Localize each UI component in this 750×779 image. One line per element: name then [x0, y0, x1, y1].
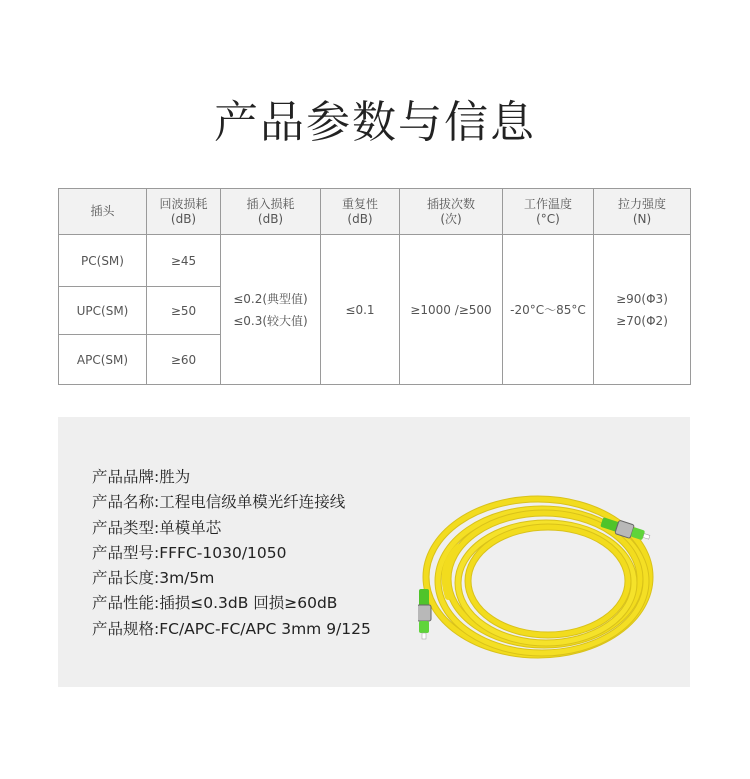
cell-return-loss: ≥45 [147, 235, 221, 287]
spec-table [58, 188, 691, 385]
header-operating-temp: 工作温度 (°C) [503, 189, 594, 235]
info-model: 产品型号:FFFC-1030/1050 [92, 543, 287, 562]
cell-connector: APC(SM) [59, 335, 147, 385]
info-performance: 产品性能:插损≤0.3dB 回损≥60dB [92, 594, 338, 613]
header-connector: 插头 [59, 189, 147, 235]
cell-repeatability: ≤0.1 [321, 235, 400, 385]
product-info-list [92, 465, 371, 642]
header-tensile-strength: 拉力强度 (N) [594, 189, 691, 235]
page-title: 产品参数与信息 [214, 97, 536, 148]
cell-mating-cycles: ≥1000 /≥500 [400, 235, 503, 385]
table-header-row [59, 189, 691, 235]
cell-return-loss: ≥60 [147, 335, 221, 385]
fiber-cable-image [418, 477, 658, 677]
cell-insertion-loss: ≤0.2(典型值) ≤0.3(较大值) [221, 235, 321, 385]
header-repeatability: 重复性 (dB) [321, 189, 400, 235]
cell-tensile-strength: ≥90(Φ3) ≥70(Φ2) [594, 235, 691, 385]
header-return-loss: 回波损耗 (dB) [147, 189, 221, 235]
info-spec: 产品规格:FC/APC-FC/APC 3mm 9/125 [92, 619, 371, 638]
product-info-panel [58, 417, 690, 687]
info-length: 产品长度:3m/5m [92, 569, 215, 588]
info-brand: 产品品牌:胜为 [92, 468, 191, 486]
cell-connector: PC(SM) [59, 235, 147, 287]
cell-connector: UPC(SM) [59, 287, 147, 335]
table-row [59, 235, 691, 287]
cell-return-loss: ≥50 [147, 287, 221, 335]
header-mating-cycles: 插拔次数 (次) [400, 189, 503, 235]
info-name: 产品名称:工程电信级单模光纤连接线 [92, 493, 346, 512]
cell-operating-temp: -20°C～85°C [503, 235, 594, 385]
header-insertion-loss: 插入损耗 (dB) [221, 189, 321, 235]
info-type: 产品类型:单模单芯 [92, 518, 222, 537]
